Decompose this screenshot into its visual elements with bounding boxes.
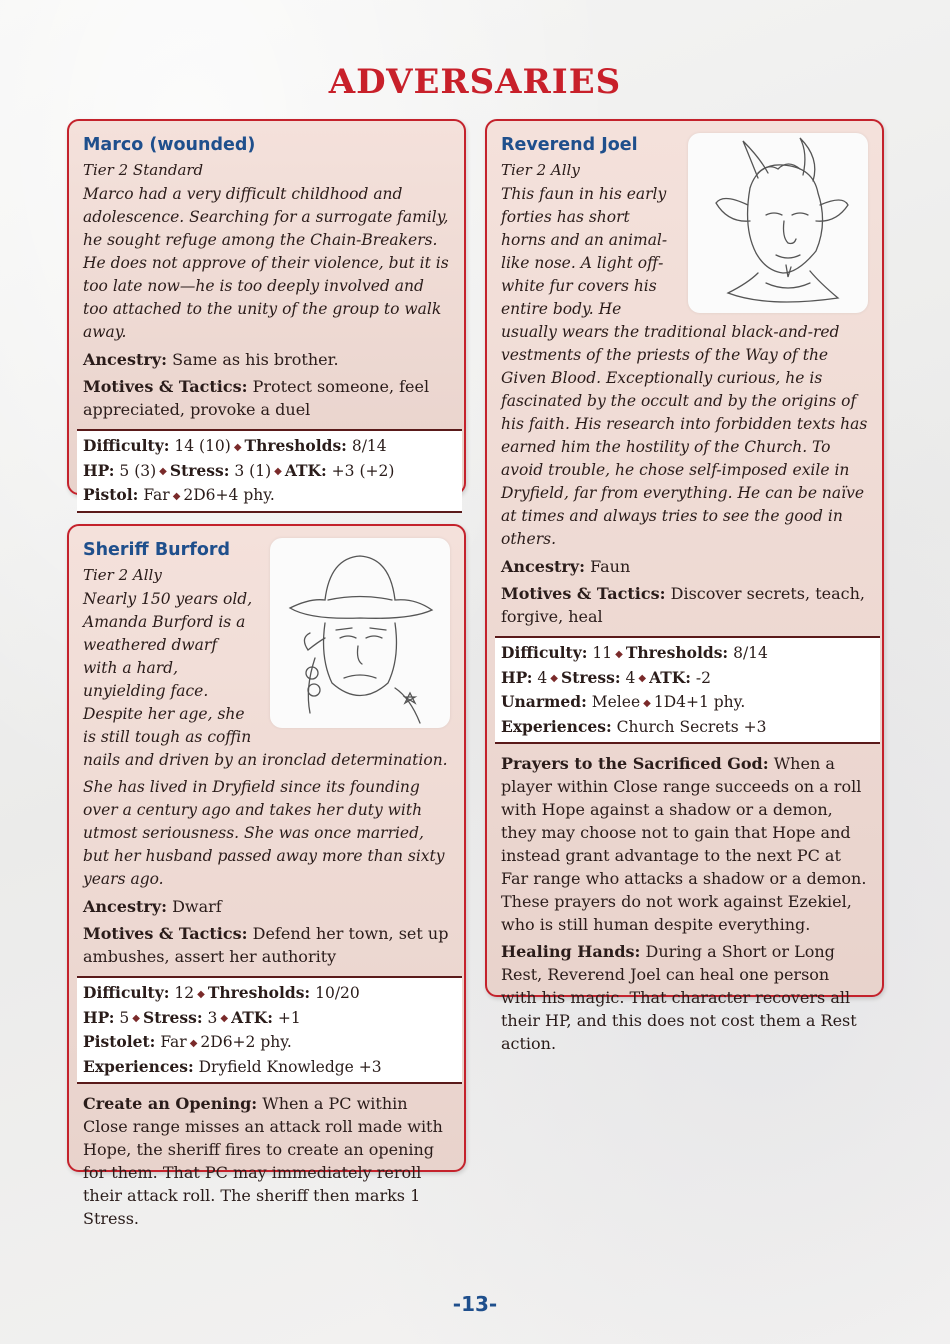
burford-portrait <box>270 538 450 728</box>
burford-card <box>67 524 466 1228</box>
joel-description: This faun in his early forties has short horns and an animal-like nose. A light off-white fur covers his entire body. He usually wears the traditional black-and-red vestments of the priests of the Way of the Given Blood. Exceptionally curious, he is fascinated by the occult and by the origins of his faith. His research into forbidden texts has earned him the hostility of the Church. To avoid trouble, he chose self-imposed exile in Dryfield, far from everything. He can be naïve at times and always tries to see the good in others. <box>501 185 868 548</box>
page-title: ADVERSARIES <box>328 62 622 102</box>
joel-ancestry: Ancestry: Faun <box>501 557 631 576</box>
burford-feature: Create an Opening: When a PC within Close range misses an attack roll made with Hope, the sheriff fires to create an opening for them. That PC may immediately reroll their attack roll. The sheriff then marks 1 Stress. <box>83 1093 443 1228</box>
marco-stat-block: Difficulty: 14 (10) ◆ Thresholds: 8/14 HP: 5 (3) ◆ Stress: 3 (1) ◆ ATK: +3 (+2) Pistol: Far ◆ 2D6+4 phy. <box>77 429 462 513</box>
joel-tier: Tier 2 Ally <box>501 161 580 179</box>
burford-ancestry: Ancestry: Dwarf <box>83 897 222 916</box>
marco-tier: Tier 2 Standard <box>83 161 204 179</box>
page-number: -13- <box>452 1292 498 1316</box>
burford-stat-block: Difficulty: 12 ◆ Thresholds: 10/20 HP: 5 ◆ Stress: 3 ◆ ATK: +1 Pistolet: Far ◆ 2D6+2 phy. Experiences: Dryfield Knowledge +3 <box>77 976 462 1084</box>
joel-feature-healing: Healing Hands: During a Short or Long Rest, Reverend Joel can heal one person with his magic. That character recovers all their HP, and this does not cost them a Rest action. <box>501 941 857 1053</box>
burford-description: Nearly 150 years old, Amanda Burford is a weathered dwarf with a hard, unyielding face. Despite her age, she is still tough as coffin nails and driven by an ironclad determination. <box>83 590 448 769</box>
joel-name: Reverend Joel <box>501 135 638 155</box>
marco-name: Marco (wounded) <box>83 135 256 155</box>
burford-description-2: She has lived in Dryfield since its founding over a century ago and takes her duty with utmost seriousness. She was once married, but her husband passed away more than sixty years ago. <box>83 778 445 888</box>
marco-motives: Motives & Tactics: Protect someone, feel appreciated, provoke a duel <box>83 377 430 419</box>
marco-description: Marco had a very difficult childhood and adolescence. Searching for a surrogate family, he sought refuge among the Chain-Breakers. He does not approve of their violence, but it is too late now—he is too deeply involved and too attached to the unity of the group to walk away. <box>83 185 449 341</box>
joel-portrait <box>688 133 868 313</box>
burford-tier: Tier 2 Ally <box>83 566 162 584</box>
burford-motives: Motives & Tactics: Defend her town, set up ambushes, assert her authority <box>83 924 449 966</box>
burford-name: Sheriff Burford <box>83 540 231 560</box>
marco-card <box>67 119 466 504</box>
marco-ancestry: Ancestry: Same as his brother. <box>83 350 339 369</box>
joel-card <box>485 119 884 1053</box>
joel-stat-block: Difficulty: 11 ◆ Thresholds: 8/14 HP: 4 ◆ Stress: 4 ◆ ATK: -2 Unarmed: Melee ◆ 1D4+1 phy. Experiences: Church Secrets +3 <box>495 636 880 744</box>
joel-motives: Motives & Tactics: Discover secrets, teach, forgive, heal <box>501 584 865 626</box>
joel-feature-prayers: Prayers to the Sacrificed God: When a player within Close range succeeds on a roll with Hope against a shadow or a demon, they may choose not to gain that Hope and instead grant advantage to the next PC at Far range who attacks a shadow or a demon. These prayers do not work against Ezekiel, who is still human despite everything. <box>501 753 867 934</box>
